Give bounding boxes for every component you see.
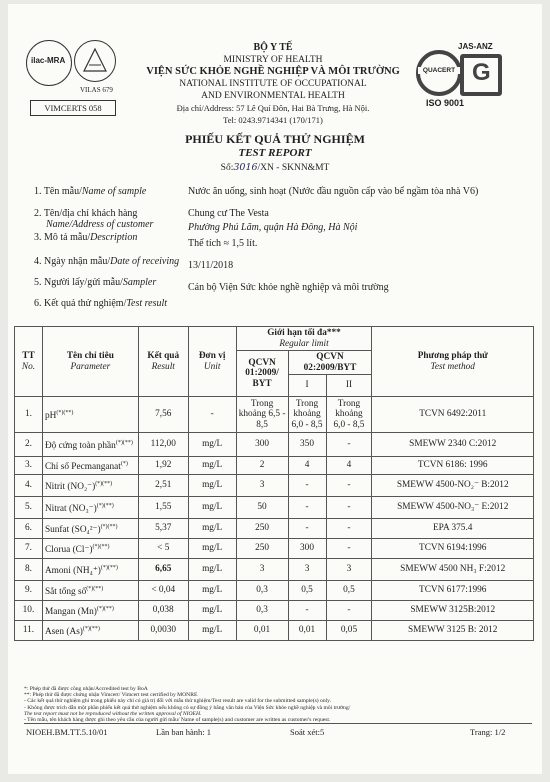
cell-method: TCVN 6186: 1996 bbox=[372, 457, 534, 475]
ministry-en: MINISTRY OF HEALTH bbox=[223, 55, 323, 65]
form-code: NIOEH.BM.TT.5.10/01 bbox=[26, 727, 108, 737]
cell-result: 1,92 bbox=[138, 457, 188, 475]
cell-qcvn02-ii: 3 bbox=[326, 559, 372, 581]
cell-unit: mg/L bbox=[188, 601, 236, 621]
info-value-4: 13/11/2018 bbox=[188, 260, 234, 271]
address: Địa chỉ/Address: 57 Lê Quí Đôn, Hai Bà Trưng, Hà Nội. bbox=[176, 103, 370, 113]
cell-qcvn02-ii: Trong khoảng 6,0 - 8,5 bbox=[326, 397, 372, 433]
accreditation-marker: (*)(**) bbox=[95, 480, 113, 487]
cell-result: 6,65 bbox=[138, 559, 188, 581]
vilas-triangle-icon bbox=[75, 41, 115, 81]
cell-qcvn01: 50 bbox=[236, 497, 288, 519]
info-label-2: 2. Tên/địa chỉ khách hàng Name/Address of customer bbox=[34, 208, 154, 230]
cell-method: TCVN 6194:1996 bbox=[372, 539, 534, 559]
cell-qcvn01: 250 bbox=[236, 519, 288, 539]
cell-no: 10. bbox=[15, 601, 43, 621]
cell-parameter: Nitrit (NO₂⁻)(*)(**) bbox=[42, 475, 138, 497]
cell-method: SMEWW 4500-NO₃⁻ E:2012 bbox=[372, 497, 534, 519]
cell-qcvn02-i: 350 bbox=[288, 433, 326, 457]
cell-unit: mg/L bbox=[188, 621, 236, 641]
cell-no: 5. bbox=[15, 497, 43, 519]
accreditation-marker: (*)(**) bbox=[86, 585, 104, 592]
cell-method: SMEWW 2340 C:2012 bbox=[372, 433, 534, 457]
header-method: Phương pháp thử Test method bbox=[372, 327, 534, 397]
table-row bbox=[15, 433, 534, 457]
vilas-code: VILAS 679 bbox=[80, 86, 113, 94]
cell-qcvn02-i: - bbox=[288, 519, 326, 539]
cell-method: TCVN 6492:2011 bbox=[372, 397, 534, 433]
cell-method: SMEWW 3125B:2012 bbox=[372, 601, 534, 621]
info-label-3: 3. Mô tả mẫu/Description bbox=[34, 232, 138, 243]
cell-unit: mg/L bbox=[188, 433, 236, 457]
accreditation-marker: (*)(**) bbox=[100, 523, 118, 530]
table-row bbox=[15, 475, 534, 497]
info-value-3: Thể tích ≈ 1,5 lít. bbox=[188, 238, 258, 249]
cell-no: 9. bbox=[15, 581, 43, 601]
cell-parameter: Asen (As)(*)(**) bbox=[42, 621, 138, 641]
cell-qcvn01: 3 bbox=[236, 475, 288, 497]
revision: Soát xét:5 bbox=[290, 727, 325, 737]
cell-parameter: Sunfat (SO₄²⁻)(*)(**) bbox=[42, 519, 138, 539]
table-row bbox=[15, 601, 534, 621]
report-number-handwritten: 3016 bbox=[233, 162, 258, 173]
title-en: TEST REPORT bbox=[238, 147, 312, 159]
accreditation-marker: (*)(**) bbox=[96, 605, 114, 612]
cell-qcvn02-i: 300 bbox=[288, 539, 326, 559]
cell-qcvn02-ii: - bbox=[326, 519, 372, 539]
institute-en-2: AND ENVIRONMENTAL HEALTH bbox=[201, 91, 345, 101]
table-row bbox=[15, 497, 534, 519]
cell-qcvn01: 3 bbox=[236, 559, 288, 581]
cell-qcvn01: 300 bbox=[236, 433, 288, 457]
header-no: TT No. bbox=[15, 327, 43, 397]
cell-no: 8. bbox=[15, 559, 43, 581]
cell-result: < 5 bbox=[138, 539, 188, 559]
header-block bbox=[118, 42, 428, 126]
cell-result: 7,56 bbox=[138, 397, 188, 433]
table-row bbox=[15, 539, 534, 559]
header-col-i: I bbox=[288, 375, 326, 397]
cell-unit: mg/L bbox=[188, 519, 236, 539]
cell-parameter: Độ cứng toàn phần(*)(**) bbox=[42, 433, 138, 457]
jas-anz-g-icon: G bbox=[472, 59, 491, 86]
cell-method: SMEWW 3125 B: 2012 bbox=[372, 621, 534, 641]
cell-qcvn01: 2 bbox=[236, 457, 288, 475]
footnote: *: Phép thử đã được công nhận/Accredited test by BoA bbox=[24, 686, 148, 692]
cell-parameter: Clorua (Cl⁻)(*)(**) bbox=[42, 539, 138, 559]
cell-no: 3. bbox=[15, 457, 43, 475]
cell-qcvn02-ii: - bbox=[326, 539, 372, 559]
iso-label: ISO 9001 bbox=[426, 98, 465, 108]
table-row bbox=[15, 621, 534, 641]
cell-result: 0,0030 bbox=[138, 621, 188, 641]
cell-unit: - bbox=[188, 397, 236, 433]
accreditation-marker: (*)(**) bbox=[100, 564, 118, 571]
cell-parameter: Mangan (Mn)(*)(**) bbox=[42, 601, 138, 621]
cell-no: 6. bbox=[15, 519, 43, 539]
cell-qcvn02-i: - bbox=[288, 497, 326, 519]
cell-qcvn02-ii: - bbox=[326, 475, 372, 497]
footnote: - Không được trích dẫn một phần phiếu kết quả thử nghiệm nếu không có sự đồng ý bằng văn bản của Viện Sức khỏe nghề nghiệp và môi trường/ bbox=[24, 704, 351, 711]
table-row bbox=[15, 519, 534, 539]
info-value-1: Nước ăn uống, sinh hoạt (Nước đầu nguồn cấp vào bể ngầm tòa nhà V6) bbox=[188, 186, 479, 197]
info-value-2: Chung cư The Vesta bbox=[188, 208, 269, 219]
cell-unit: mg/L bbox=[188, 539, 236, 559]
cell-result: 0,038 bbox=[138, 601, 188, 621]
cell-qcvn01: 250 bbox=[236, 539, 288, 559]
phone: Tel: 0243.9714341 (170/171) bbox=[223, 115, 323, 125]
accreditation-marker: (*)(**) bbox=[56, 409, 74, 416]
jas-anz-label: JAS-ANZ bbox=[458, 42, 493, 51]
cell-parameter: pH(*)(**) bbox=[42, 397, 138, 433]
quacert-text: QUACERT bbox=[418, 67, 460, 74]
cell-no: 1. bbox=[15, 397, 43, 433]
info-value-2-address: Phường Phú Lãm, quận Hà Đông, Hà Nội bbox=[188, 222, 358, 233]
cell-no: 4. bbox=[15, 475, 43, 497]
table-row bbox=[15, 559, 534, 581]
footer-divider bbox=[24, 723, 532, 724]
jas-anz-logo bbox=[460, 54, 502, 96]
table-row bbox=[15, 457, 534, 475]
cell-qcvn02-ii: - bbox=[326, 433, 372, 457]
accreditation-marker: (*)(**) bbox=[92, 543, 110, 550]
header-col-ii: II bbox=[326, 375, 372, 397]
cell-parameter: Amoni (NH₄⁺)(*)(**) bbox=[42, 559, 138, 581]
info-label-6: 6. Kết quả thử nghiệm/Test result bbox=[34, 298, 168, 309]
title-vi: PHIẾU KẾT QUẢ THỬ NGHIỆM bbox=[185, 132, 365, 146]
institute-en-1: NATIONAL INSTITUTE OF OCCUPATIONAL bbox=[179, 79, 367, 89]
info-value-5: Cán bộ Viện Sức khỏe nghề nghiệp và môi trường bbox=[188, 282, 389, 293]
cell-no: 11. bbox=[15, 621, 43, 641]
cell-qcvn02-i: - bbox=[288, 475, 326, 497]
header-qcvn01: QCVN 01:2009/ BYT bbox=[236, 351, 288, 397]
cell-qcvn02-ii: - bbox=[326, 601, 372, 621]
table-row bbox=[15, 581, 534, 601]
cell-unit: mg/L bbox=[188, 457, 236, 475]
cell-result: 1,55 bbox=[138, 497, 188, 519]
accreditation-marker: (*) bbox=[120, 460, 128, 467]
cell-result: < 0,04 bbox=[138, 581, 188, 601]
page-number: Trang: 1/2 bbox=[470, 727, 506, 737]
results-table bbox=[14, 326, 534, 641]
cell-qcvn01: 0,3 bbox=[236, 581, 288, 601]
cell-qcvn02-ii: 0,5 bbox=[326, 581, 372, 601]
ilac-logo-text: ilac-MRA bbox=[31, 56, 66, 65]
cell-unit: mg/L bbox=[188, 497, 236, 519]
footnotes bbox=[24, 686, 350, 723]
cell-qcvn02-i: Trong khoảng 6,0 - 8,5 bbox=[288, 397, 326, 433]
footnote: The test report must not be reproduced without the written approval of NIOEH. bbox=[24, 710, 202, 717]
cell-method: SMEWW 4500 NH₃ F:2012 bbox=[372, 559, 534, 581]
cell-qcvn01: 0,01 bbox=[236, 621, 288, 641]
cell-unit: mg/L bbox=[188, 581, 236, 601]
info-label-1: 1. Tên mẫu/Name of sample bbox=[34, 186, 147, 197]
accreditation-marker: (*)(**) bbox=[115, 439, 133, 446]
cell-qcvn01: Trong khoảng 6,5 - 8,5 bbox=[236, 397, 288, 433]
cell-unit: mg/L bbox=[188, 559, 236, 581]
ilac-mra-logo bbox=[26, 40, 72, 86]
cell-method: SMEWW 4500-NO₂⁻ B:2012 bbox=[372, 475, 534, 497]
quacert-logo bbox=[416, 50, 462, 96]
cell-qcvn02-i: 0,5 bbox=[288, 581, 326, 601]
cell-qcvn02-ii: - bbox=[326, 497, 372, 519]
header-result: Kết quả Result bbox=[138, 327, 188, 397]
footnote: - Tên mẫu, tên khách hàng được ghi theo yêu cầu của người gửi mẫu/ Name of sample(s) and customer are written as customer's request. bbox=[24, 717, 331, 724]
cell-unit: mg/L bbox=[188, 475, 236, 497]
vimcerts-box: VIMCERTS 058 bbox=[30, 100, 116, 116]
cell-qcvn02-ii: 0,05 bbox=[326, 621, 372, 641]
vilas-logo bbox=[74, 40, 116, 82]
report-number-suffix: /XN - SKNN&MT bbox=[257, 163, 330, 173]
cell-no: 2. bbox=[15, 433, 43, 457]
cell-qcvn02-i: - bbox=[288, 601, 326, 621]
cell-result: 5,37 bbox=[138, 519, 188, 539]
header-parameter: Tên chỉ tiêu Parameter bbox=[42, 327, 138, 397]
footnote: **: Phép thử đã được chứng nhận Vimcert/ Vimcert test certified by MONRE bbox=[24, 692, 198, 699]
header-limit: Giới hạn tối đa*** Regular limit bbox=[236, 327, 372, 351]
cell-result: 2,51 bbox=[138, 475, 188, 497]
cell-parameter: Sắt tổng số(*)(**) bbox=[42, 581, 138, 601]
cell-parameter: Nitrat (NO₃⁻)(*)(**) bbox=[42, 497, 138, 519]
institute-vi: VIỆN SỨC KHỎE NGHỀ NGHIỆP VÀ MÔI TRƯỜNG bbox=[146, 66, 400, 77]
accreditation-marker: (*)(**) bbox=[96, 502, 114, 509]
footnote: - Các kết quả thử nghiệm ghi trong phiếu này chỉ có giá trị đối với mẫu thử nghiệm/Test result are valid for the submitted sample(s) only. bbox=[24, 698, 331, 705]
cell-no: 7. bbox=[15, 539, 43, 559]
cell-qcvn02-i: 0,01 bbox=[288, 621, 326, 641]
cell-parameter: Chỉ số Pecmanganat(*) bbox=[42, 457, 138, 475]
cell-qcvn02-i: 4 bbox=[288, 457, 326, 475]
header-qcvn02: QCVN 02:2009/BYT bbox=[288, 351, 372, 375]
info-label-5: 5. Người lấy/gửi mẫu/Sampler bbox=[34, 277, 157, 288]
report-number-prefix: Số: bbox=[220, 163, 234, 173]
cell-qcvn01: 0,3 bbox=[236, 601, 288, 621]
cell-qcvn02-ii: 4 bbox=[326, 457, 372, 475]
title-block bbox=[8, 132, 542, 173]
info-label-4: 4. Ngày nhận mẫu/Date of receiving bbox=[34, 256, 180, 267]
accreditation-marker: (*)(**) bbox=[82, 625, 100, 632]
ministry-vi: BỘ Y TẾ bbox=[253, 42, 293, 53]
table-row bbox=[15, 397, 534, 433]
cell-method: TCVN 6177:1996 bbox=[372, 581, 534, 601]
cell-method: EPA 375.4 bbox=[372, 519, 534, 539]
edition: Lần ban hành: 1 bbox=[156, 727, 211, 737]
test-report-page bbox=[8, 4, 542, 774]
cell-result: 112,00 bbox=[138, 433, 188, 457]
report-number bbox=[8, 162, 542, 173]
cell-qcvn02-i: 3 bbox=[288, 559, 326, 581]
header-unit: Đơn vị Unit bbox=[188, 327, 236, 397]
